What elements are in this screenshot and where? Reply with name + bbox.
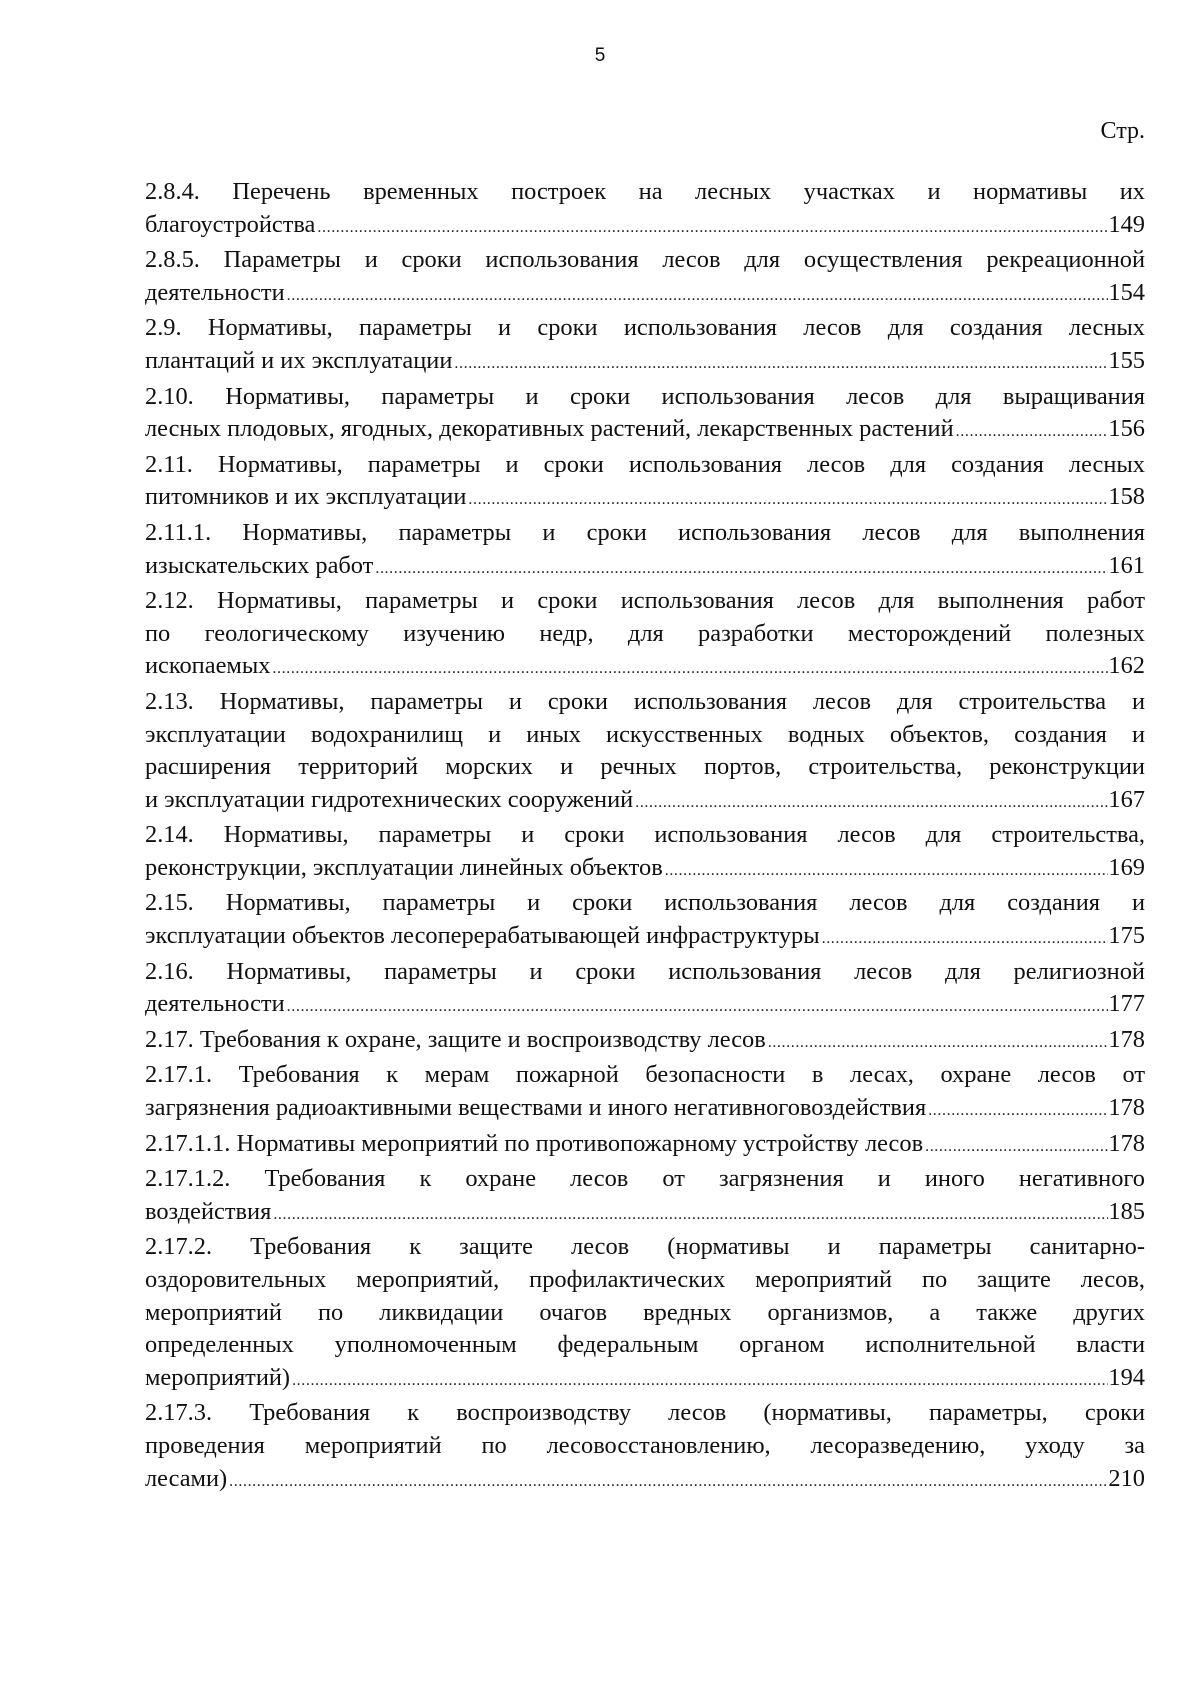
toc-entry-line: 2.10. Нормативы, параметры и сроки использования лесов для выращивания xyxy=(145,382,1145,410)
toc-entry-final-line xyxy=(145,920,1145,956)
table-of-contents xyxy=(145,176,1145,1498)
toc-entry-final-line xyxy=(145,277,1145,313)
toc-entry[interactable] xyxy=(145,1397,1145,1498)
toc-entry-line: 2.8.5. Параметры и сроки использования лесов для осуществления рекреационной xyxy=(145,246,1145,274)
toc-page-number: 178 xyxy=(1108,1129,1145,1157)
toc-entry-final-line xyxy=(145,550,1145,586)
toc-entry[interactable] xyxy=(145,449,1145,517)
dot-leader xyxy=(954,416,1109,449)
toc-entry-line: эксплуатации водохранилищ и иных искусственных водных объектов, создания и xyxy=(145,720,1145,748)
toc-entry-final-line xyxy=(145,1128,1145,1164)
toc-entry-final-line xyxy=(145,1463,1145,1499)
toc-entry-line: определенных уполномоченным федеральным органом исполнительной власти xyxy=(145,1331,1145,1359)
toc-entry-final-line xyxy=(145,345,1145,381)
toc-entry-final-line xyxy=(145,1362,1145,1398)
toc-entry-title: загрязнения радиоактивными веществами и иного негативноговоздействия xyxy=(145,1094,927,1122)
toc-entry-line: 2.14. Нормативы, параметры и сроки использования лесов для строительства, xyxy=(145,821,1145,849)
toc-page-number: 161 xyxy=(1108,551,1145,579)
toc-entry-final-line xyxy=(145,1092,1145,1128)
toc-page-number: 155 xyxy=(1108,346,1145,374)
page-number: 5 xyxy=(594,45,606,66)
toc-entry-line: 2.16. Нормативы, параметры и сроки использования лесов для религиозной xyxy=(145,957,1145,985)
toc-entry-title: благоустройства xyxy=(145,210,316,238)
toc-entry-line: 2.15. Нормативы, параметры и сроки использования лесов для создания и xyxy=(145,889,1145,917)
toc-entry-line: 2.17.1.2. Требования к охране лесов от загрязнения и иного негативного xyxy=(145,1165,1145,1193)
toc-entry[interactable] xyxy=(145,517,1145,585)
toc-entry[interactable] xyxy=(145,686,1145,819)
toc-entry[interactable] xyxy=(145,1059,1145,1127)
toc-entry-final-line xyxy=(145,481,1145,517)
toc-entry-final-line xyxy=(145,988,1145,1024)
toc-entry-line: 2.13. Нормативы, параметры и сроки использования лесов для строительства и xyxy=(145,687,1145,715)
dot-leader xyxy=(663,855,1109,888)
toc-entry-line: 2.17.2. Требования к защите лесов (нормативы и параметры санитарно- xyxy=(145,1233,1145,1261)
toc-entry-final-line xyxy=(145,413,1145,449)
dot-leader xyxy=(766,1027,1109,1060)
dot-leader xyxy=(285,280,1109,313)
dot-leader xyxy=(315,212,1108,245)
toc-page-number: 158 xyxy=(1108,483,1145,511)
toc-entry-line: 2.17.1. Требования к мерам пожарной безопасности в лесах, охране лесов от xyxy=(145,1061,1145,1089)
toc-entry-line: 2.12. Нормативы, параметры и сроки использования лесов для выполнения работ xyxy=(145,587,1145,615)
toc-entry[interactable] xyxy=(145,1163,1145,1231)
toc-page-number: 167 xyxy=(1108,785,1145,813)
toc-entry-title: изыскательских работ xyxy=(145,551,374,579)
toc-page-number: 156 xyxy=(1108,415,1145,443)
toc-page-number: 210 xyxy=(1108,1464,1145,1492)
toc-page-number: 177 xyxy=(1108,990,1145,1018)
toc-entry[interactable] xyxy=(145,1231,1145,1397)
toc-entry-title: 2.17. Требования к охране, защите и воспроизводству лесов xyxy=(145,1025,766,1053)
toc-entry-title: лесами) xyxy=(145,1464,228,1492)
toc-entry-title: лесных плодовых, ягодных, декоративных растений, лекарственных растений xyxy=(145,415,954,443)
toc-entry-title: и эксплуатации гидротехнических сооружений xyxy=(145,785,634,813)
dot-leader xyxy=(227,1466,1108,1499)
toc-entry-line: 2.8.4. Перечень временных построек на лесных участках и нормативы их xyxy=(145,178,1145,205)
toc-entry-title: 2.17.1.1. Нормативы мероприятий по противопожарному устройству лесов xyxy=(145,1129,924,1157)
dot-leader xyxy=(452,348,1108,381)
toc-entry-title: ископаемых xyxy=(145,652,271,680)
toc-entry[interactable] xyxy=(145,819,1145,887)
toc-entry-line: 2.11.1. Нормативы, параметры и сроки использования лесов для выполнения xyxy=(145,518,1145,546)
dot-leader xyxy=(633,787,1108,820)
toc-page-number: 194 xyxy=(1108,1363,1145,1391)
toc-entry-title: реконструкции, эксплуатации линейных объектов xyxy=(145,853,663,881)
toc-page-number: 162 xyxy=(1108,652,1145,680)
toc-entry[interactable] xyxy=(145,1128,1145,1164)
toc-entry[interactable] xyxy=(145,585,1145,686)
page-column-heading: Стр. xyxy=(1100,118,1145,144)
toc-entry[interactable] xyxy=(145,956,1145,1024)
toc-page-number: 178 xyxy=(1108,1094,1145,1122)
toc-entry-final-line xyxy=(145,209,1145,245)
toc-page-number: 175 xyxy=(1108,922,1145,950)
toc-page-number: 154 xyxy=(1108,278,1145,306)
toc-entry-final-line xyxy=(145,650,1145,686)
toc-entry-final-line xyxy=(145,1024,1145,1060)
toc-entry-title: питомников и их эксплуатации xyxy=(145,483,467,511)
dot-leader xyxy=(290,1365,1108,1398)
toc-entry-line: проведения мероприятий по лесовосстановлению, лесоразведению, уходу за xyxy=(145,1431,1145,1459)
dot-leader xyxy=(923,1131,1108,1164)
dot-leader xyxy=(285,991,1109,1024)
toc-entry[interactable] xyxy=(145,244,1145,312)
toc-entry-final-line xyxy=(145,852,1145,888)
dot-leader xyxy=(820,923,1109,956)
toc-entry[interactable] xyxy=(145,887,1145,955)
toc-page-number: 185 xyxy=(1108,1197,1145,1225)
toc-entry-title: плантаций и их эксплуатации xyxy=(145,346,453,374)
toc-entry-line: расширения территорий морских и речных портов, строительства, реконструкции xyxy=(145,753,1145,781)
dot-leader xyxy=(926,1095,1108,1128)
toc-entry-title: деятельности xyxy=(145,990,285,1018)
toc-entry-line: 2.9. Нормативы, параметры и сроки использования лесов для создания лесных xyxy=(145,314,1145,342)
toc-entry[interactable] xyxy=(145,312,1145,380)
dot-leader xyxy=(271,1199,1108,1232)
dot-leader xyxy=(270,653,1108,686)
toc-entry-line: 2.11. Нормативы, параметры и сроки использования лесов для создания лесных xyxy=(145,450,1145,478)
toc-entry-line: по геологическому изучению недр, для разработки месторождений полезных xyxy=(145,619,1145,647)
dot-leader xyxy=(373,553,1108,586)
toc-entry[interactable] xyxy=(145,176,1145,244)
toc-entry-title: эксплуатации объектов лесоперерабатывающей инфраструктуры xyxy=(145,922,820,950)
toc-entry-title: деятельности xyxy=(145,278,285,306)
toc-entry-final-line xyxy=(145,1196,1145,1232)
dot-leader xyxy=(466,484,1108,517)
toc-entry-final-line xyxy=(145,784,1145,820)
toc-entry[interactable] xyxy=(145,1024,1145,1060)
toc-page-number: 169 xyxy=(1108,853,1145,881)
toc-entry[interactable] xyxy=(145,381,1145,449)
toc-page-number: 149 xyxy=(1108,210,1145,238)
toc-entry-title: мероприятий) xyxy=(145,1363,291,1391)
toc-page-number: 178 xyxy=(1108,1025,1145,1053)
toc-entry-line: оздоровительных мероприятий, профилактических мероприятий по защите лесов, xyxy=(145,1266,1145,1293)
toc-entry-line: 2.17.3. Требования к воспроизводству лесов (нормативы, параметры, сроки xyxy=(145,1399,1145,1427)
toc-entry-title: воздействия xyxy=(145,1197,272,1225)
toc-entry-line: мероприятий по ликвидации очагов вредных организмов, а также других xyxy=(145,1298,1145,1326)
